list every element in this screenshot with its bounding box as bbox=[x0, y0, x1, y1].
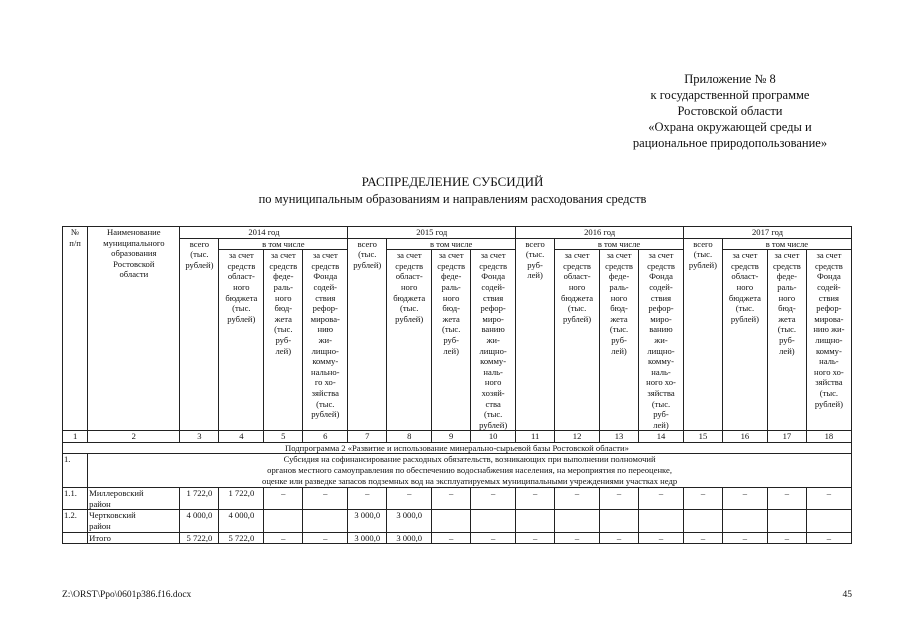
footer-file-path: Z:\ORST\Ppo\0601p386.f16.docx bbox=[62, 590, 192, 600]
column-number: 5 bbox=[264, 431, 303, 443]
amount-cell: – bbox=[516, 488, 555, 510]
header-num: № п/п bbox=[63, 227, 88, 431]
column-number: 14 bbox=[638, 431, 683, 443]
header-row-groups bbox=[63, 238, 852, 250]
amount-cell: 3 000,0 bbox=[348, 510, 387, 532]
appendix-line: «Охрана окружающей среды и bbox=[648, 120, 812, 134]
amount-cell: 1 722,0 bbox=[219, 488, 264, 510]
row-number bbox=[63, 532, 88, 544]
column-number: 10 bbox=[471, 431, 516, 443]
appendix-line: рациональное природопользование» bbox=[632, 136, 828, 150]
header-regional-budget: за счет средств област- ного бюджета (тыс. рублей) bbox=[722, 250, 767, 431]
amount-cell: – bbox=[600, 488, 639, 510]
amount-cell: – bbox=[638, 488, 683, 510]
municipality-name: Итого bbox=[88, 532, 180, 544]
header-row-years bbox=[63, 227, 852, 239]
header-total: всего (тыс. рублей) bbox=[684, 238, 723, 431]
appendix-block bbox=[560, 71, 900, 151]
column-number: 16 bbox=[722, 431, 767, 443]
amount-cell: – bbox=[722, 532, 767, 544]
subsidy-table bbox=[62, 226, 852, 544]
header-name: Наименование муниципального образования Ростовской области bbox=[88, 227, 180, 431]
column-number: 15 bbox=[684, 431, 723, 443]
amount-cell: – bbox=[600, 532, 639, 544]
header-total: всего (тыс. руб- лей) bbox=[516, 238, 555, 431]
page-number: 45 bbox=[842, 590, 852, 600]
amount-cell: – bbox=[684, 488, 723, 510]
amount-cell bbox=[264, 510, 303, 532]
document-title: РАСПРЕДЕЛЕНИЕ СУБСИДИЙ bbox=[361, 174, 544, 189]
column-number: 9 bbox=[432, 431, 471, 443]
amount-cell bbox=[303, 510, 348, 532]
table-row bbox=[63, 532, 852, 544]
amount-cell: – bbox=[722, 488, 767, 510]
document-subtitle: по муниципальным образованиям и направлениям расходования средств bbox=[258, 192, 647, 206]
section-number: 1. bbox=[63, 454, 88, 488]
amount-cell: 3 000,0 bbox=[387, 510, 432, 532]
column-number: 4 bbox=[219, 431, 264, 443]
amount-cell: – bbox=[684, 532, 723, 544]
amount-cell: 5 722,0 bbox=[180, 532, 219, 544]
section-description: Субсидия на софинансирование расходных обязательств, возникающих при выполнении полномочий органов местного самоуправления по обеспечению водоснабжения населения, на мероприятия по переоценке, оценке или разведке запасов подземных вод на эксплуатируемых муниципальными учреждениями участках недр bbox=[88, 454, 852, 488]
row-number: 1.2. bbox=[63, 510, 88, 532]
amount-cell bbox=[471, 510, 516, 532]
amount-cell: – bbox=[806, 488, 851, 510]
amount-cell: – bbox=[264, 488, 303, 510]
amount-cell bbox=[684, 510, 723, 532]
amount-cell bbox=[555, 510, 600, 532]
table-row bbox=[63, 488, 852, 510]
amount-cell: 4 000,0 bbox=[180, 510, 219, 532]
header-year: 2017 год bbox=[684, 227, 852, 239]
column-number: 12 bbox=[555, 431, 600, 443]
amount-cell bbox=[722, 510, 767, 532]
column-number: 2 bbox=[88, 431, 180, 443]
amount-cell: – bbox=[516, 532, 555, 544]
column-number: 11 bbox=[516, 431, 555, 443]
amount-cell: – bbox=[387, 488, 432, 510]
header-housing-fund: за счет средств Фонда содей- ствия рефор- миро- ванию жи- лищно- комму- наль- ного хо- зяйства (тыс. руб- лей) bbox=[638, 250, 683, 431]
header-total: всего (тыс. рублей) bbox=[180, 238, 219, 431]
section-row bbox=[63, 454, 852, 488]
header-year: 2014 год bbox=[180, 227, 348, 239]
header-total: всего (тыс. рублей) bbox=[348, 238, 387, 431]
header-federal-budget: за счет средств феде- раль- ного бюд- жета (тыс. руб- лей) bbox=[767, 250, 806, 431]
amount-cell: – bbox=[432, 488, 471, 510]
header-including: в том числе bbox=[387, 238, 516, 250]
amount-cell bbox=[767, 510, 806, 532]
amount-cell: – bbox=[767, 488, 806, 510]
column-number: 18 bbox=[806, 431, 851, 443]
amount-cell: – bbox=[806, 532, 851, 544]
subprogram-row bbox=[63, 442, 852, 454]
header-year: 2016 год bbox=[516, 227, 684, 239]
amount-cell: 3 000,0 bbox=[387, 532, 432, 544]
amount-cell: – bbox=[471, 488, 516, 510]
municipality-name: Миллеровский район bbox=[88, 488, 180, 510]
row-number: 1.1. bbox=[63, 488, 88, 510]
amount-cell: – bbox=[471, 532, 516, 544]
amount-cell: – bbox=[303, 532, 348, 544]
header-regional-budget: за счет средств област- ного бюджета (тыс. рублей) bbox=[219, 250, 264, 431]
header-regional-budget: за счет средств област- ного бюджета (тыс. рублей) bbox=[555, 250, 600, 431]
appendix-line: Ростовской области bbox=[677, 104, 783, 118]
column-number-row bbox=[63, 431, 852, 443]
amount-cell bbox=[516, 510, 555, 532]
column-number: 3 bbox=[180, 431, 219, 443]
amount-cell: – bbox=[767, 532, 806, 544]
header-year: 2015 год bbox=[348, 227, 516, 239]
amount-cell: – bbox=[348, 488, 387, 510]
amount-cell: 3 000,0 bbox=[348, 532, 387, 544]
column-number: 17 bbox=[767, 431, 806, 443]
subprogram-title: Подпрограмма 2 «Развитие и использование минерально-сырьевой базы Ростовской области» bbox=[63, 442, 852, 454]
column-number: 8 bbox=[387, 431, 432, 443]
header-housing-fund: за счет средств Фонда содей- ствия рефор- мирова- нию жи- лищно- комму- нально- го хо- зяйства (тыс. рублей) bbox=[303, 250, 348, 431]
appendix-line: к государственной программе bbox=[650, 88, 810, 102]
header-federal-budget: за счет средств феде- раль- ного бюд- жета (тыс. руб- лей) bbox=[432, 250, 471, 431]
header-federal-budget: за счет средств феде- раль- ного бюд- жета (тыс. руб- лей) bbox=[600, 250, 639, 431]
table-row bbox=[63, 510, 852, 532]
amount-cell: 4 000,0 bbox=[219, 510, 264, 532]
header-including: в том числе bbox=[219, 238, 348, 250]
amount-cell bbox=[806, 510, 851, 532]
column-number: 13 bbox=[600, 431, 639, 443]
column-number: 1 bbox=[63, 431, 88, 443]
amount-cell bbox=[432, 510, 471, 532]
amount-cell bbox=[638, 510, 683, 532]
column-number: 6 bbox=[303, 431, 348, 443]
header-housing-fund: за счет средств Фонда содей- ствия рефор- миро- ванию жи- лищно- комму- наль- ного хозяй- ства (тыс. рублей) bbox=[471, 250, 516, 431]
amount-cell bbox=[600, 510, 639, 532]
amount-cell: – bbox=[555, 488, 600, 510]
header-including: в том числе bbox=[722, 238, 851, 250]
header-housing-fund: за счет средств Фонда содей- ствия рефор- мирова- нию жи- лищно- комму- наль- ного хо- зяйства (тыс. рублей) bbox=[806, 250, 851, 431]
column-number: 7 bbox=[348, 431, 387, 443]
header-federal-budget: за счет средств феде- раль- ного бюд- жета (тыс. руб- лей) bbox=[264, 250, 303, 431]
amount-cell: – bbox=[303, 488, 348, 510]
amount-cell: – bbox=[638, 532, 683, 544]
data-rows bbox=[63, 488, 852, 544]
header-including: в том числе bbox=[555, 238, 684, 250]
appendix-line: Приложение № 8 bbox=[684, 72, 776, 86]
municipality-name: Чертковский район bbox=[88, 510, 180, 532]
amount-cell: – bbox=[555, 532, 600, 544]
amount-cell: – bbox=[432, 532, 471, 544]
amount-cell: 1 722,0 bbox=[180, 488, 219, 510]
amount-cell: – bbox=[264, 532, 303, 544]
header-regional-budget: за счет средств област- ного бюджета (тыс. рублей) bbox=[387, 250, 432, 431]
amount-cell: 5 722,0 bbox=[219, 532, 264, 544]
